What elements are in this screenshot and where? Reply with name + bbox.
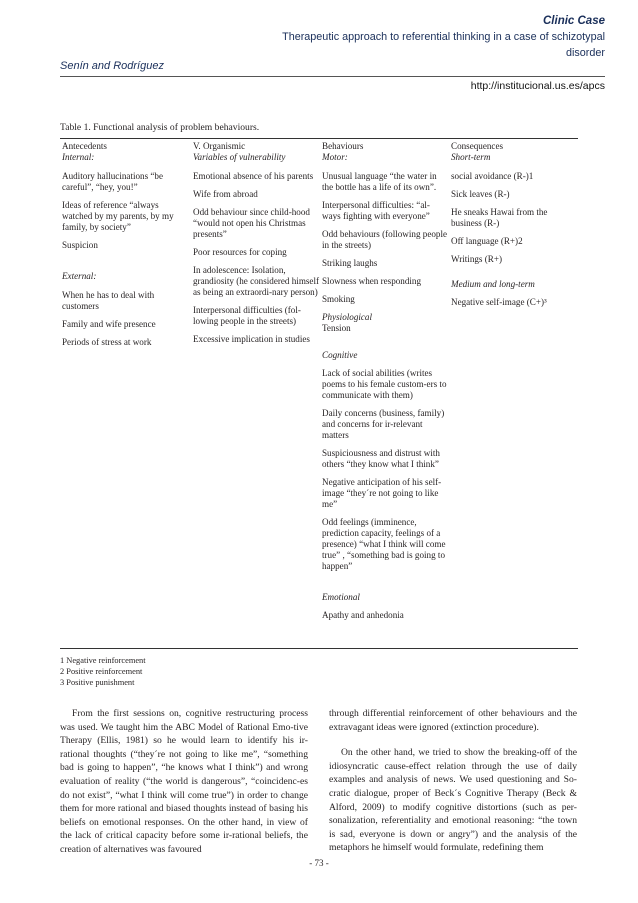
table-bottom-rule (60, 648, 578, 649)
table-cell: Negative anticipation of his self-image “they´re not going to like me” (322, 477, 442, 509)
table-cell: Daily concerns (business, family) and concerns for ir-relevant matters (322, 408, 445, 440)
subheader: Internal: (62, 152, 95, 162)
table-cell: Tension (322, 323, 351, 333)
body-column-left (60, 707, 308, 869)
table-cell: Smoking (322, 294, 355, 304)
subheader: Variables of vulnerability (193, 152, 286, 162)
footnote: 3 Positive punishment (60, 678, 135, 687)
subheader: Medium and long-term (451, 279, 535, 289)
page-number: - 73 - (309, 858, 329, 868)
table-cell: Auditory hallucinations “be careful”, “hey, you!” (62, 171, 164, 192)
table-cell: social avoidance (R-)1 (451, 171, 534, 181)
table-cell: Suspicion (62, 240, 98, 250)
body-column-right (329, 707, 577, 867)
column-organismic (193, 141, 320, 352)
table-cell: Slowness when responding (322, 276, 422, 286)
table-cell: Odd behaviours (following people in the streets) (322, 229, 448, 250)
table-cell: Lack of social abilities (writes poems to his female custom-ers to communicate with them) (322, 368, 447, 400)
column-antecedents (62, 141, 190, 355)
column-header: V. Organismic (193, 141, 246, 151)
table-cell: Ideas of reference “always watched by my parents, by my family, by society” (62, 200, 174, 232)
table-cell: Emotional absence of his parents (193, 171, 314, 181)
table-cell: Wife from abroad (193, 189, 258, 199)
table-cell: Odd behaviour since child-hood “would not open his Christmas presents” (193, 207, 310, 239)
column-behaviours (322, 141, 447, 628)
table-cell: When he has to deal with customers (62, 290, 155, 311)
journal-url: http://institucional.us.es/apcs (470, 80, 605, 92)
table-cell: Writings (R+) (451, 254, 502, 264)
subheader: Physiological (322, 312, 373, 322)
table-cell: Unusual language “the water in the bottle has a life of its own”. (322, 171, 437, 192)
table-cell: In adolescence: Isolation, grandiosity (he considered himself as being an extraordi-nary person) (193, 265, 320, 297)
table-cell: Suspiciousness and distrust with others “they know what I think” (322, 448, 440, 469)
table-cell: Off language (R+)2 (451, 236, 523, 246)
body-paragraph: On the other hand, we tried to show the breaking-off of the idiosyncratic cause-effect relation through the use of daily examples and analysis of news. We used questioning and So-cratic dialogue, proper of Beck´s Cognitive Therapy (Beck & Alford, 2009) to modify cognitive distortions (such as per-sonalization, referentiality and emotional reasoning: “the town is sad, everyone is down or angry”) and the analysis of the metaphors he himself would formulate, redefining them (329, 747, 577, 854)
table-caption: Table 1. Functional analysis of problem behaviours. (60, 122, 260, 133)
table-cell: He sneaks Hawai from the business (R-) (451, 207, 548, 228)
table-cell: Striking laughs (322, 258, 378, 268)
table-cell: Apathy and anhedonia (322, 610, 404, 620)
subheader: External: (62, 271, 97, 281)
footnote: 1 Negative reinforcement (60, 656, 146, 665)
table-cell: Odd feelings (imminence, prediction capacity, feelings of a presence) “what I think will come true” , “something bad is going to happen” (322, 517, 446, 571)
table-cell: Interpersonal difficulties (fol-lowing people in the streets) (193, 305, 301, 326)
subheader: Emotional (322, 592, 360, 602)
journal-section-label: Clinic Case (543, 15, 605, 27)
subheader: Cognitive (322, 350, 358, 360)
authors: Senín and Rodríguez (60, 60, 164, 72)
table-cell: Interpersonal difficulties: “al-ways fighting with everyone” (322, 200, 430, 221)
article-title-line1: Therapeutic approach to referential thinking in a case of schizotypal (282, 31, 605, 43)
table-cell: Family and wife presence (62, 319, 156, 329)
table-top-rule (60, 138, 578, 139)
table-cell: Negative self-image (C+)³ (451, 297, 547, 307)
body-paragraph: From the first sessions on, cognitive restructuring process was used. We taught him the ABC Model of Rational Emo-tive Therapy (Ellis, 1981) so he would learn to identify his ir-rational thoughts (“they´re not going to like me”, “something bad is going to happen”, “he knows what I think”) and wrong evaluation of reality (“the world is dangerous”, “coincidenc-es do not exist”, “what I think will come true”) in order to change them for more rational and biased thoughts instead of basing his beliefs on emotional responses. On the other hand, in view of the lack of critical capacity before some ir-rational beliefs, the creation of alternatives was favoured (60, 708, 308, 855)
table-cell: Excessive implication in studies (193, 334, 310, 344)
column-header: Behaviours (322, 141, 364, 151)
column-header: Antecedents (62, 141, 107, 151)
table-cell: Periods of stress at work (62, 337, 152, 347)
column-header: Consequences (451, 141, 504, 151)
header-divider (60, 76, 605, 77)
subheader: Motor: (322, 152, 348, 162)
table-footnotes (60, 655, 146, 688)
body-paragraph: through differential reinforcement of other behaviours and the extravagant ideas were ignored (extinction procedure). (329, 708, 577, 733)
table-cell: Poor resources for coping (193, 247, 287, 257)
footnote: 2 Positive reinforcement (60, 667, 143, 676)
column-consequences (451, 141, 579, 315)
table-cell: Sick leaves (R-) (451, 189, 510, 199)
article-title-line2: disorder (565, 47, 605, 59)
subheader: Short-term (451, 152, 491, 162)
